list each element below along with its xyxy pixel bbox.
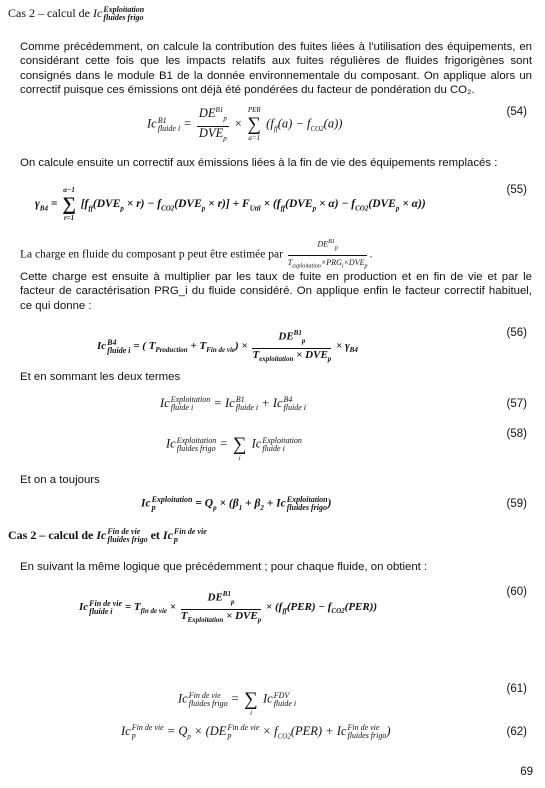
section-heading-fin-de-vie: Cas 2 – calcul de Ic Fin de vie fluides frigo et Ic Fin de vie p — [8, 527, 207, 545]
paragraph-somme: Et en sommant les deux termes — [20, 371, 181, 383]
equation-number-55: (55) — [506, 184, 527, 196]
equation-number-61: (61) — [506, 683, 527, 695]
equation-60: Ic Fin de vie fluide i = $T_{fin de vie}$ × $\frac{DE^{B1}_p}{T_{Exploitation} \times DVE_p}$ × $(f_{ff}(PER) - f_{CO2}(PER))$ — [79, 590, 378, 625]
equation-number-54: (54) — [506, 106, 527, 118]
equation-number-57: (57) — [506, 398, 527, 410]
equation-62: Ic Fin de vie p = $Q_p \times (DE$ Fin de vie p × $f_{CO2}(PER) + Ic$ Fin de vie fluides frigo ) — [121, 723, 391, 741]
paragraph-taux-fuite: Cette charge est ensuite à multiplier par les taux de fuite en production et en fin de vie et par le facteur de caractérisation PRG_i du fluide considéré. On applique enfin le facteur correctif habituel, ce qui donne : — [20, 271, 532, 312]
paragraph-logique: En suivant la même logique que précédemment ; pour chaque fluide, on obtient : — [20, 561, 428, 573]
page-number: 69 — [520, 766, 533, 778]
equation-number-56: (56) — [506, 327, 527, 339]
equation-number-58: (58) — [506, 428, 527, 440]
equation-61: Ic Fin de vie fluides frigo = ∑ i Ic FDV fluide i — [178, 689, 297, 717]
equation-58: Ic Exploitation fluides frigo = ∑ i Ic Exploitation fluide i — [166, 434, 302, 462]
equation-56: Ic B4 fluide i = ( $T_{Production} + T_{Fin de vie}$) × $\frac{DE^{B1}_p}{T_{exploitation} \times DVE_p}$ × $\gamma_{B4}$ — [97, 329, 358, 364]
paragraph-charge-fluide: La charge en fluide du composant p peut être estimée par $\frac{DE^{B1}_p}{T_{exploitation}\times PRG_i\times DVE_p}$ . — [20, 236, 532, 274]
paragraph-intro: Comme précédemment, on calcule la contribution des fuites liées à l'utilisation des équipements, en considérant cette fois que les impacts relatifs aux fuites régulières de fluides frigorigènes sont consignés dans le module B1 de la donnée environnementale du composant. On applique alors un correctif puisque ces émissions ont déjà été pondérées du facteur de pondération du CO₂. — [20, 41, 532, 96]
section-heading-exploitation: Cas 2 – calcul de Ic Exploitation fluides frigo — [8, 5, 145, 23]
equation-57: Ic Exploitation fluide i = Ic B1 fluide i + Ic B4 fluide i — [160, 395, 306, 413]
paragraph-correctif: On calcule ensuite un correctif aux émissions liées à la fin de vie des équipements remplacés : — [20, 157, 498, 169]
equation-number-62: (62) — [506, 726, 527, 738]
equation-59: Ic Exploitation p = $Q_p \times (\beta_1 + \beta_2 + Ic$ Exploitation fluides frigo ) — [141, 495, 332, 512]
equation-54: Ic B1 fluide i = $\frac{DE^{B1}_p}{DVE_p}$ × PER ∑ a=1 $(f_{ff}(a) - f_{CO2}(a))$ — [147, 106, 343, 143]
paragraph-toujours: Et on a toujours — [20, 474, 100, 486]
equation-number-60: (60) — [506, 586, 527, 598]
equation-number-59: (59) — [506, 498, 527, 510]
equation-55: $\gamma_{B4}$ = α−1 ∑ r=1 $[f_{ff}(DVE_p \times r) - f_{CO2}(DVE_p \times r)] + F_{Util} \times (f_{ff}(DVE_p \times \alpha) - f_{CO2}(DVE_p \times \alpha))$ — [35, 186, 426, 222]
